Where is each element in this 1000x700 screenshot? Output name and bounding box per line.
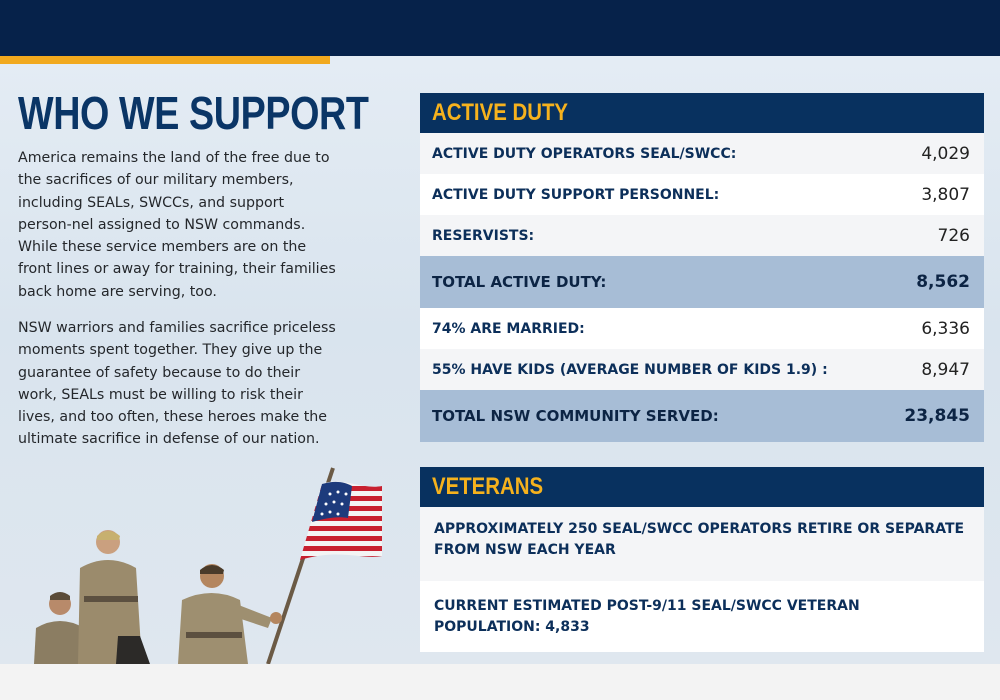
active-duty-panel bbox=[420, 93, 984, 442]
veterans-title: VETERANS bbox=[432, 473, 544, 500]
active-duty-title: ACTIVE DUTY bbox=[432, 99, 569, 126]
total-row bbox=[420, 390, 984, 442]
stat-row bbox=[420, 174, 984, 215]
stat-label: TOTAL NSW COMMUNITY SERVED: bbox=[432, 407, 719, 425]
soldier-right bbox=[178, 564, 282, 664]
stat-value: 6,336 bbox=[921, 318, 970, 339]
who-we-support-poster bbox=[0, 56, 1000, 664]
sacrifice-paragraph: NSW warriors and families sacrifice priceless moments spent together. They give up the guarantee of safety because to do their work, SEALs must be willing to risk their lives, and too often, these heroes make the ultimate sacrifice in defense of our nation. bbox=[18, 320, 336, 448]
veterans-stat: CURRENT ESTIMATED POST-9/11 SEAL/SWCC VETERAN POPULATION: 4,833 bbox=[420, 581, 984, 652]
stat-value: 23,845 bbox=[904, 406, 970, 426]
veterans-header bbox=[420, 467, 984, 507]
stat-label: TOTAL ACTIVE DUTY: bbox=[432, 273, 607, 291]
stat-row bbox=[420, 133, 984, 174]
stat-label: 74% ARE MARRIED: bbox=[432, 320, 585, 337]
soldiers-with-flag-photo bbox=[0, 456, 400, 664]
stat-row bbox=[420, 308, 984, 349]
stat-label: 55% HAVE KIDS (AVERAGE NUMBER OF KIDS 1.9) : bbox=[432, 361, 828, 378]
stat-value: 3,807 bbox=[921, 184, 970, 205]
stat-row bbox=[420, 215, 984, 256]
american-flag-icon bbox=[300, 481, 382, 560]
stat-label: ACTIVE DUTY SUPPORT PERSONNEL: bbox=[432, 186, 720, 203]
stat-row bbox=[420, 349, 984, 390]
intro-paragraph: America remains the land of the free due to the sacrifices of our military members, including SEALs, SWCCs, and support person-nel assigned to NSW commands. While these service members are on the front lines or away for training, their families back home are serving, too. bbox=[18, 150, 336, 300]
stat-value: 726 bbox=[937, 225, 970, 246]
stat-label: RESERVISTS: bbox=[432, 227, 535, 244]
top-banner bbox=[0, 0, 1000, 56]
stat-value: 8,562 bbox=[916, 272, 970, 292]
stat-label: ACTIVE DUTY OPERATORS SEAL/SWCC: bbox=[432, 145, 737, 162]
veterans-stat: APPROXIMATELY 250 SEAL/SWCC OPERATORS RETIRE OR SEPARATE FROM NSW EACH YEAR bbox=[420, 507, 984, 581]
soldier-middle bbox=[78, 530, 150, 664]
stat-value: 4,029 bbox=[921, 143, 970, 164]
veterans-panel bbox=[420, 467, 984, 652]
page-title: WHO WE SUPPORT bbox=[18, 87, 369, 139]
gold-accent-rule bbox=[0, 56, 330, 64]
stat-value: 8,947 bbox=[921, 359, 970, 380]
active-duty-header bbox=[420, 93, 984, 133]
total-row bbox=[420, 256, 984, 308]
